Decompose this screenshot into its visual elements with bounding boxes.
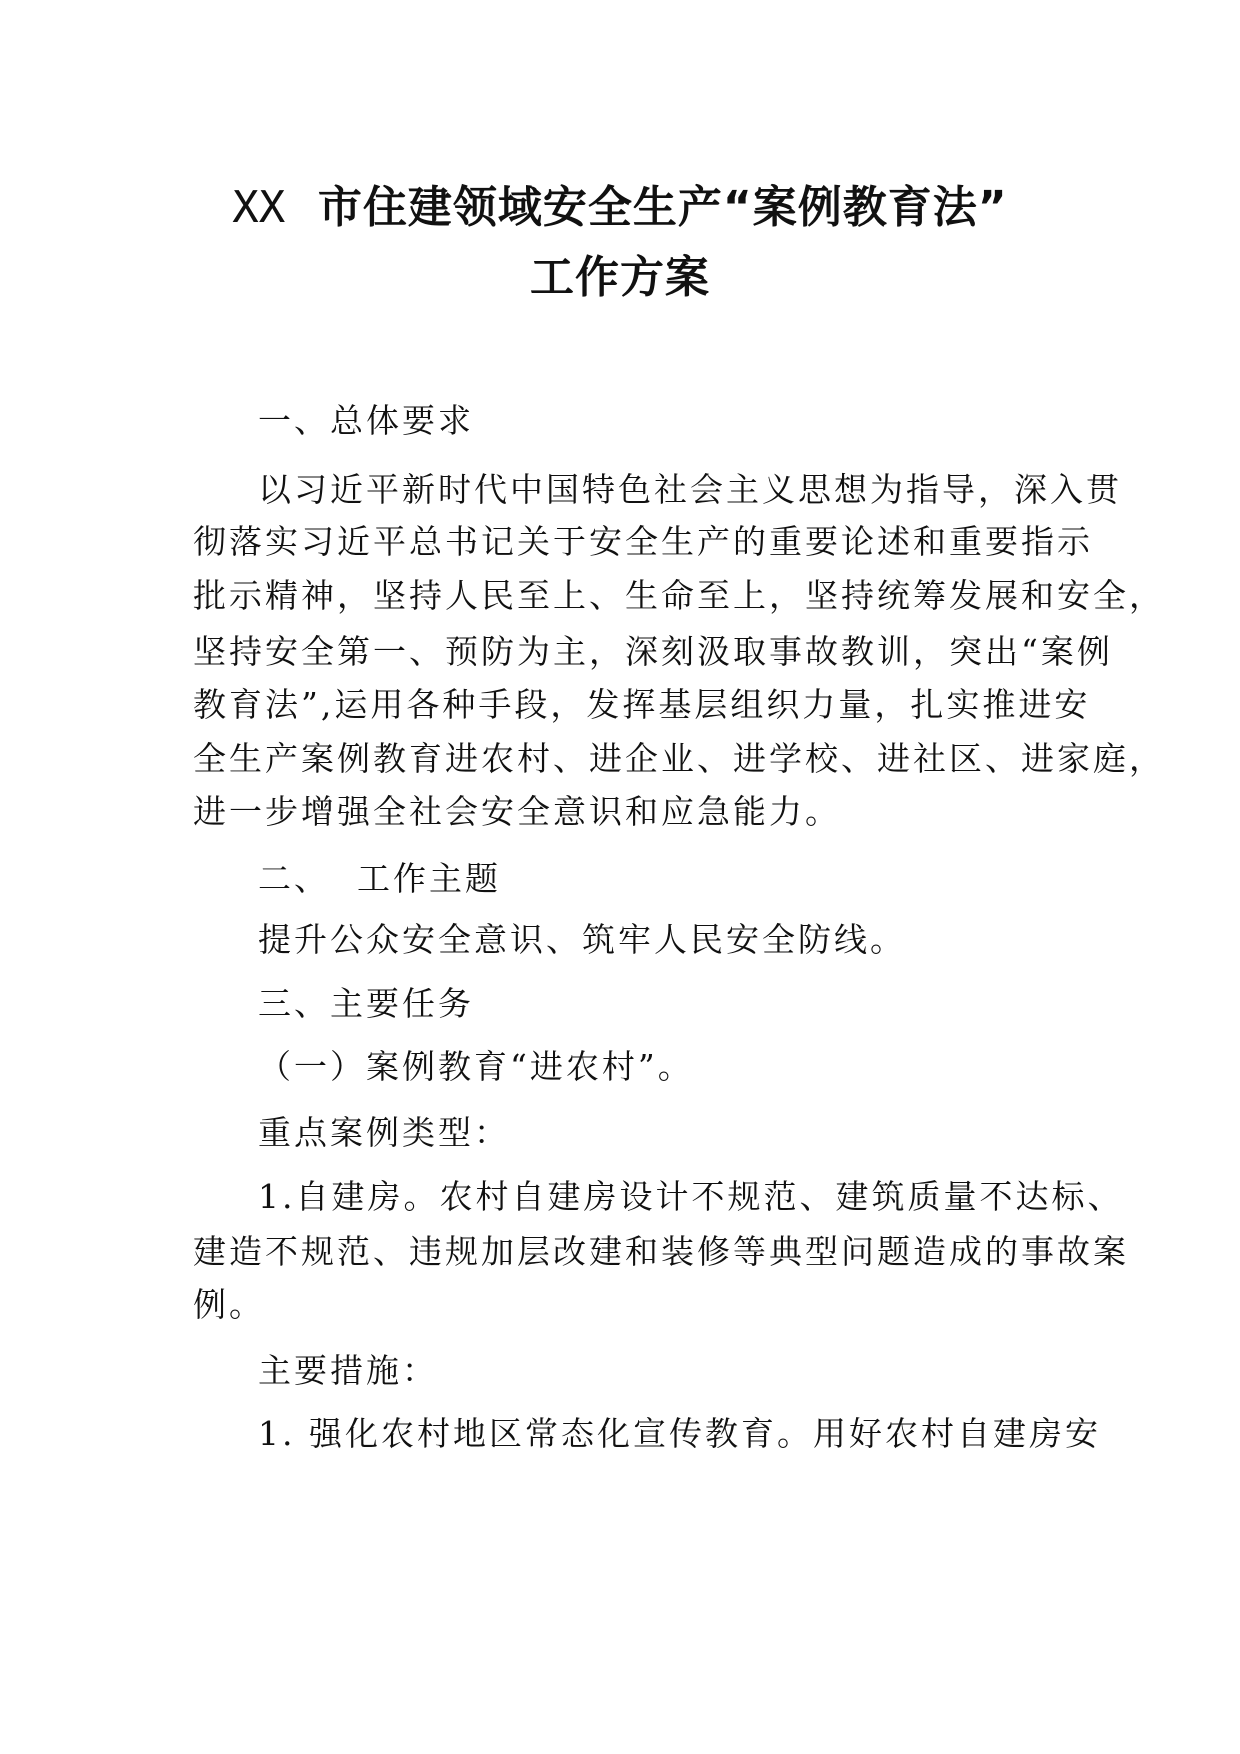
paragraph-line: 坚持安全第一、预防为主，深刻汲取事故教训，突出“案例: [193, 632, 1113, 671]
paragraph-line: 彻落实习近平总书记关于安全生产的重要论述和重要指示: [193, 522, 1093, 561]
title-prefix: XX: [232, 182, 286, 233]
section-heading-main-tasks: 三、主要任务: [258, 984, 474, 1023]
paragraph-line: 建造不规范、违规加层改建和装修等典型问题造成的事故案: [193, 1232, 1129, 1271]
paragraph-line: 教育法”,运用各种手段，发挥基层组织力量，扎实推进安: [193, 685, 1091, 724]
work-theme-paragraph: 提升公众安全意识、筑牢人民安全防线。: [258, 920, 906, 959]
title-main: 市住建领域安全生产“案例教育法”: [317, 182, 1008, 233]
paragraph-line: 全生产案例教育进农村、进企业、进学校、进社区、进家庭，: [193, 739, 1165, 778]
paragraph-line: 例。: [193, 1285, 265, 1324]
measures-label: 主要措施：: [258, 1351, 438, 1390]
paragraph-line: 以习近平新时代中国特色社会主义思想为指导，深入贯: [258, 470, 1122, 509]
paragraph-line: 1.自建房。农村自建房设计不规范、建筑质量不达标、: [258, 1177, 1124, 1216]
section-heading-work-theme: 二、 工作主题: [258, 859, 501, 898]
document-title-line-2: 工作方案: [530, 252, 710, 303]
subsection-heading-rural: （一）案例教育“进农村”。: [258, 1047, 694, 1086]
section-heading-overall-requirements: 一、总体要求: [258, 401, 474, 440]
case-types-label: 重点案例类型：: [258, 1113, 510, 1152]
document-title-line-1: [0, 178, 1240, 238]
paragraph-line: 1. 强化农村地区常态化宣传教育。用好农村自建房安: [258, 1414, 1101, 1453]
paragraph-line: 进一步增强全社会安全意识和应急能力。: [193, 792, 841, 831]
paragraph-line: 批示精神，坚持人民至上、生命至上，坚持统筹发展和安全，: [193, 576, 1165, 615]
